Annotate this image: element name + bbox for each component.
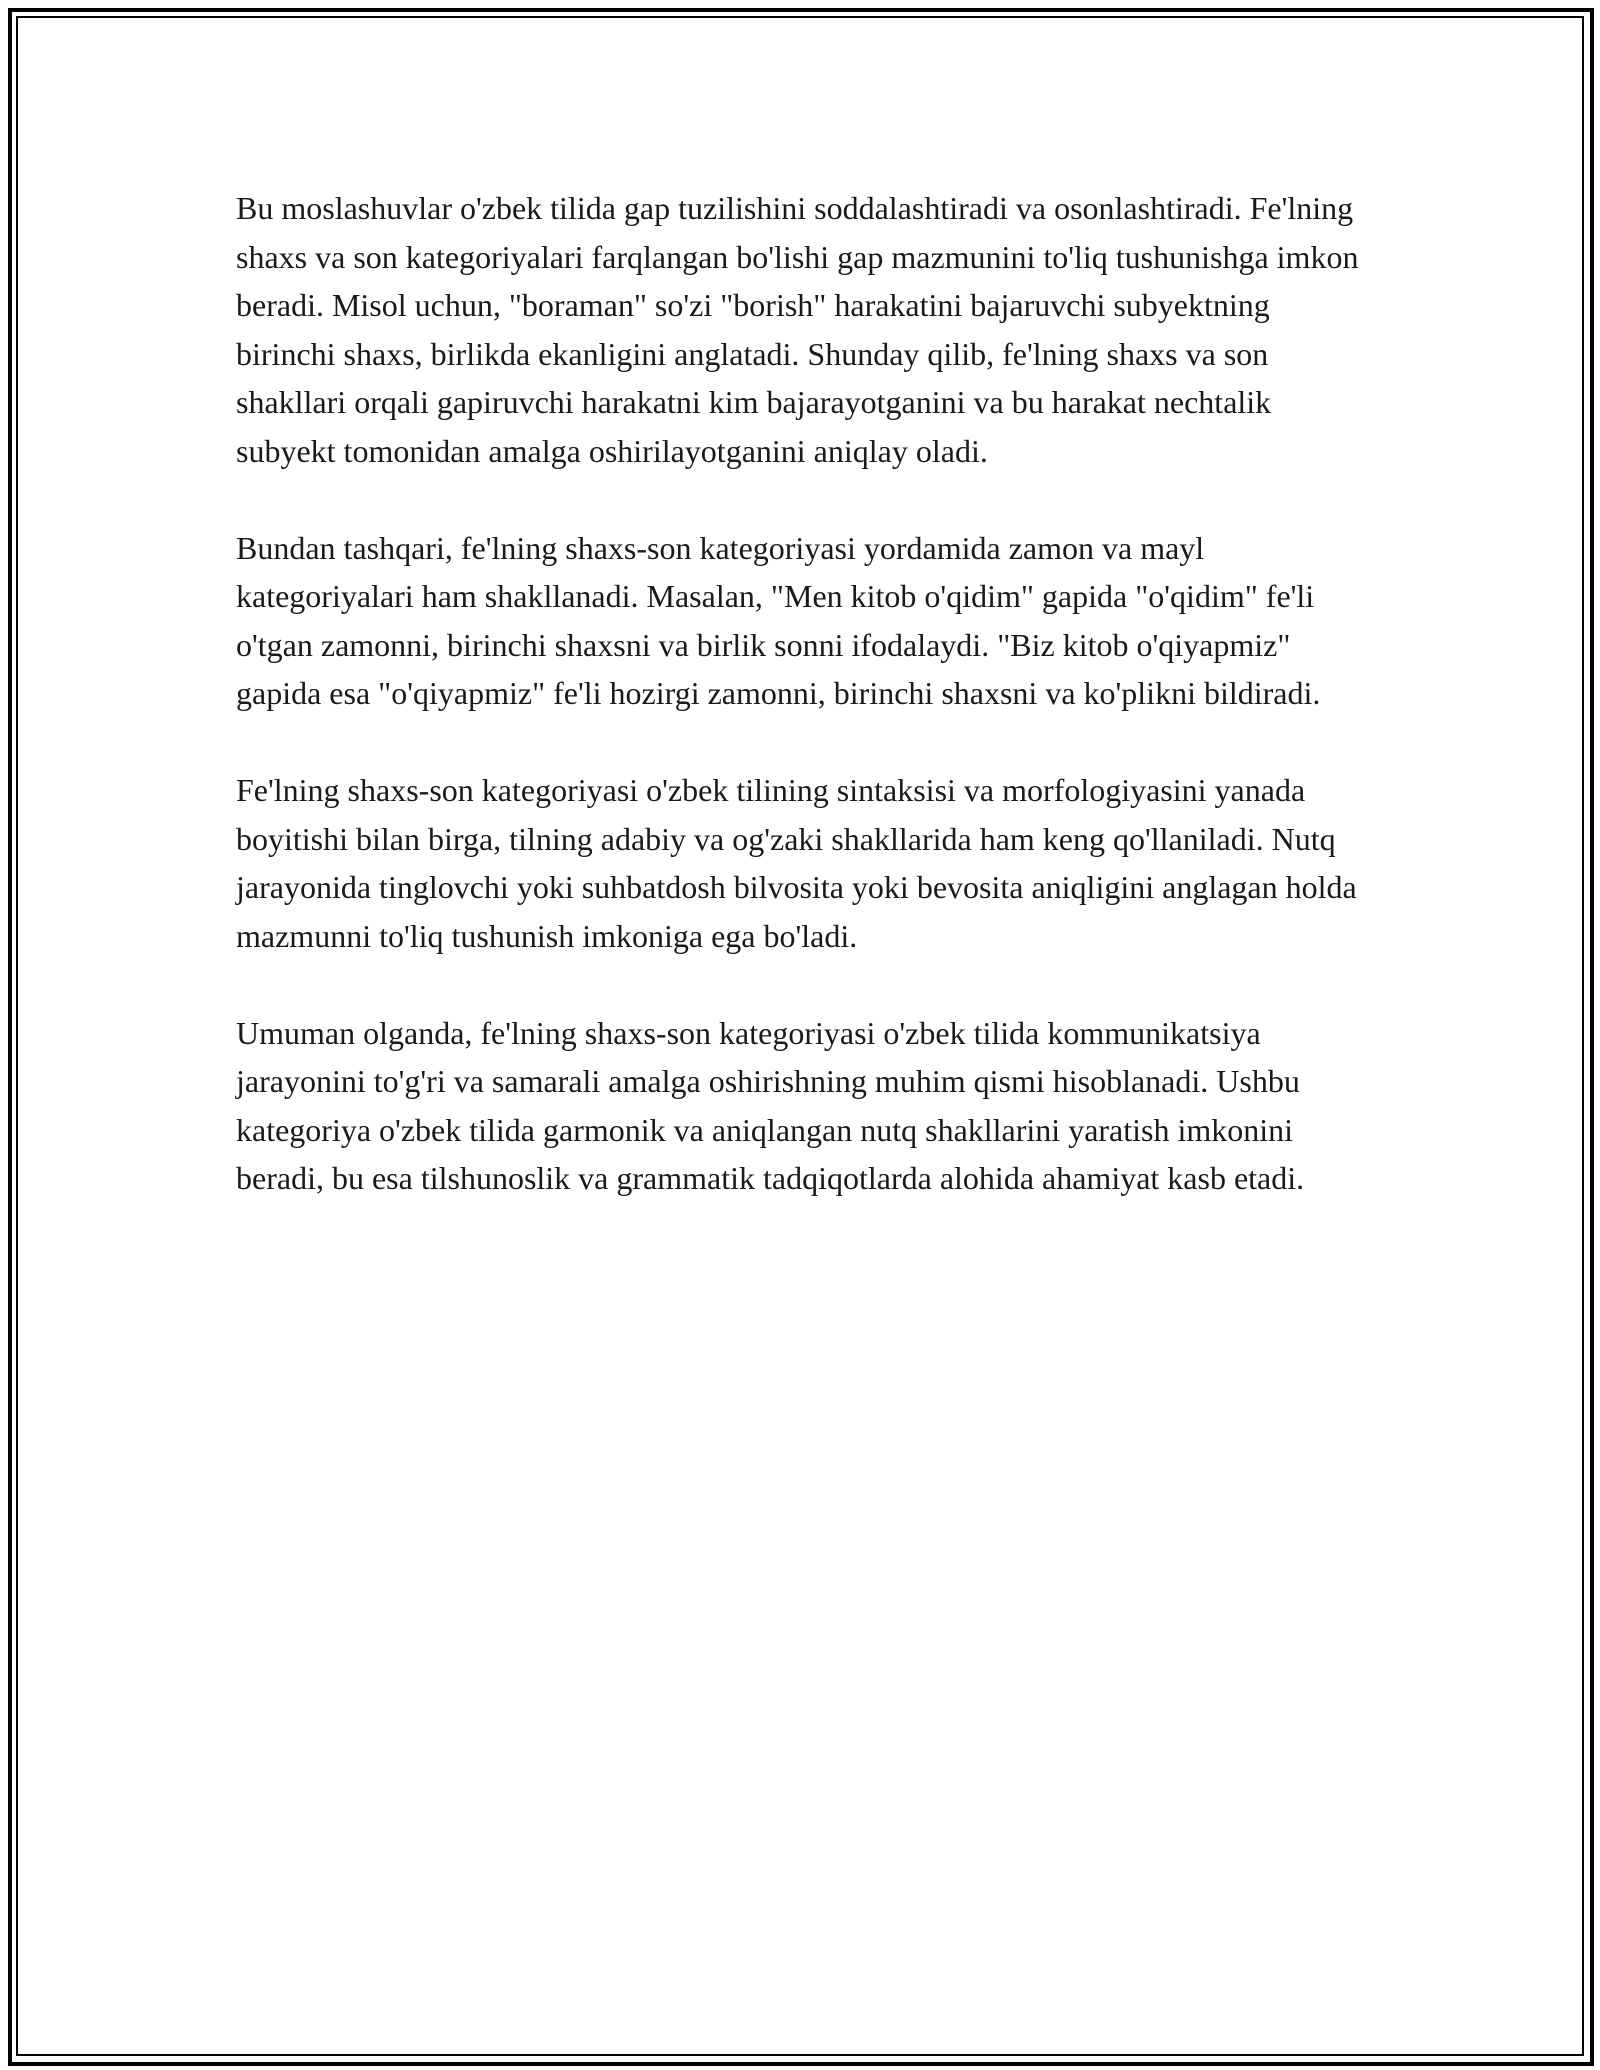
paragraph-3: Fe'lning shaxs-son kategoriyasi o'zbek tilining sintaksisi va morfologiyasini yanada boyitishi bilan birga, tilning adabiy va og'zaki shakllarida ham keng qo'llaniladi. Nutq jarayonida tinglovchi yoki suhbatdosh bilvosita yoki bevosita aniqligini anglagan holda mazmunni to'liq tushunish imkoniga ega bo'ladi. bbox=[236, 772, 1357, 954]
paragraph-1: Bu moslashuvlar o'zbek tilida gap tuzilishini soddalashtiradi va osonlashtiradi. Fe'lning shaxs va son kategoriyalari farqlangan bo'lishi gap mazmunini to'liq tushunishga imkon beradi. Misol uchun, "boraman" so'zi "borish" harakatini bajaruvchi subyektning birinchi shaxs, birlikda ekanligini anglatadi. Shunday qilib, fe'lning shaxs va son shakllari orqali gapiruvchi harakatni kim bajarayotganini va bu harakat nechtalik subyekt tomonidan amalga oshirilayotganini aniqlay oladi. bbox=[236, 190, 1359, 469]
document-body bbox=[236, 184, 1376, 1251]
paragraph-2: Bundan tashqari, fe'lning shaxs-son kategoriyasi yordamida zamon va mayl kategoriyalari ham shakllanadi. Masalan, "Men kitob o'qidim" gapida "o'qidim" fe'li o'tgan zamonni, birinchi shaxsni va birlik sonni ifodalaydi. "Biz kitob o'qiyapmiz" gapida esa "o'qiyapmiz" fe'li hozirgi zamonni, birinchi shaxsni va ko'plikni bildiradi. bbox=[236, 529, 1321, 711]
paragraph-4: Umuman olganda, fe'lning shaxs-son kategoriyasi o'zbek tilida kommunikatsiya jarayonini to'g'ri va samarali amalga oshirishning muhim qismi hisoblanadi. Ushbu kategoriya o'zbek tilida garmonik va aniqlangan nutq shakllarini yaratish imkonini beradi, bu esa tilshunoslik va grammatik tadqiqotlarda alohida ahamiyat kasb etadi. bbox=[236, 1014, 1305, 1196]
